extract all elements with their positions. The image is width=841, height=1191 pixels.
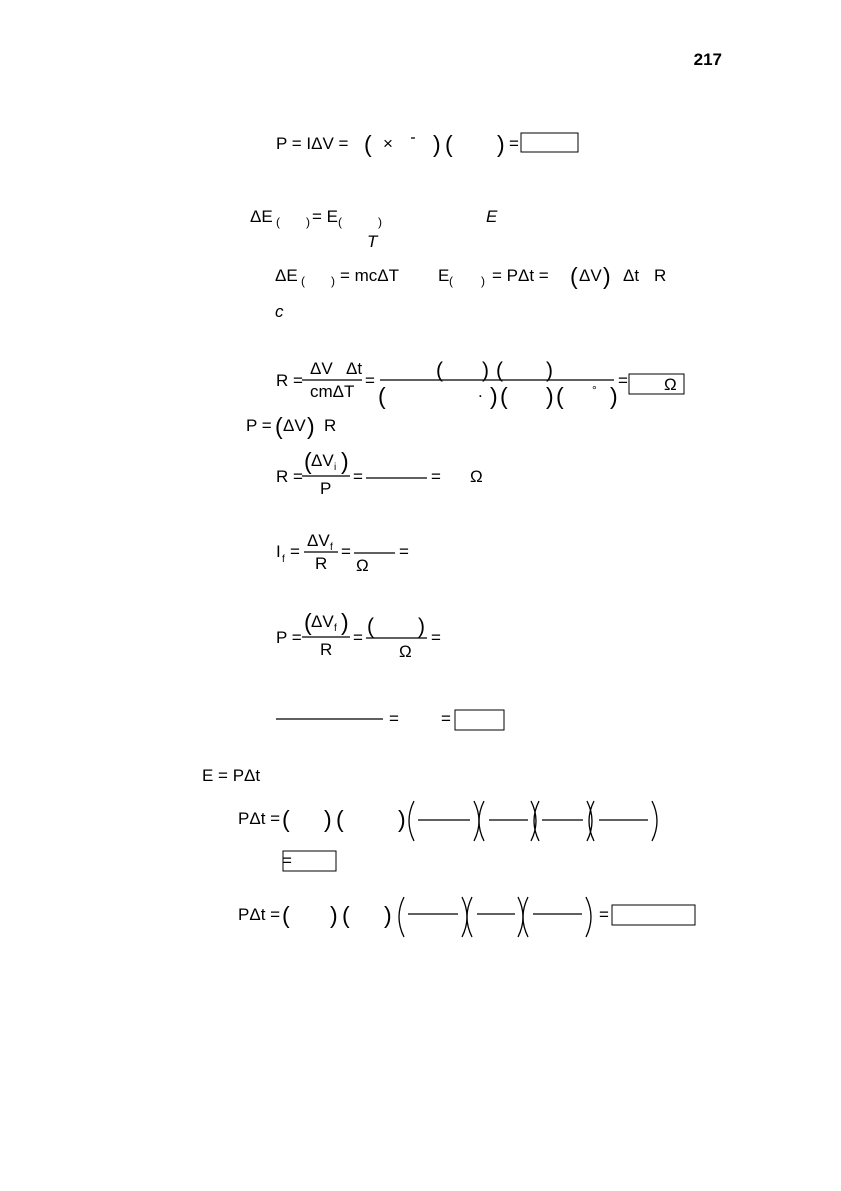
eq8-num-paren-open: (: [367, 615, 374, 638]
eq3-e-right: E: [438, 266, 450, 285]
eq2-paren-close-1: ): [306, 215, 310, 229]
eq4-equals-2: =: [618, 371, 628, 390]
eq3-paren-close-3: ): [603, 263, 611, 289]
equation-heat-electric: [275, 263, 666, 321]
eq4-degree: °: [592, 383, 597, 397]
eq4-numerator-dv: ΔV: [310, 359, 333, 378]
eq1-answer-box: [521, 133, 578, 152]
eq7-omega: Ω: [356, 556, 369, 575]
eq4-den-paren-4: ): [546, 383, 554, 409]
eq7-lhs-sub: f: [282, 554, 285, 565]
eq8-paren-open: (: [304, 609, 312, 635]
eq2-paren-open-2: (: [338, 215, 342, 229]
eq1-times: ×: [383, 134, 393, 153]
eq3-paren-open-1: (: [301, 274, 305, 288]
eq11-factor1-open: [409, 801, 414, 841]
eq11-factor1-close: [474, 801, 479, 841]
equation-power-final: [276, 609, 441, 661]
eq11-paren-3: (: [336, 806, 344, 832]
equation-current-final: [276, 531, 409, 575]
eq1-paren-open-1: (: [364, 131, 372, 157]
eq6-denominator: P: [320, 479, 332, 498]
eq4-den-paren-6: ): [610, 383, 618, 409]
eq9-equals-2: =: [441, 709, 451, 728]
eq4-num-paren-3: (: [496, 359, 503, 382]
eq5-r: R: [324, 416, 337, 435]
eq12-paren-1: (: [282, 902, 290, 928]
eq1-paren-open-2: (: [445, 131, 453, 157]
equation-energy-balance: [250, 207, 498, 251]
equation-energy-conversion-1: [238, 801, 657, 871]
eq10-text: E = PΔt: [202, 766, 261, 785]
eq3-delta-v: ΔV: [579, 266, 602, 285]
eq7-numerator-sub: f: [330, 542, 333, 553]
eq4-numerator-dt: Δt: [346, 359, 363, 378]
eq6-numerator-sub: i: [334, 462, 337, 473]
eq3-r: R: [654, 266, 667, 285]
eq4-den-dot: .: [478, 382, 483, 401]
eq8-denominator: R: [320, 640, 333, 659]
eq7-lhs: I: [276, 542, 281, 561]
eq6-numerator: ΔV: [311, 451, 334, 470]
eq11-factor2-open: [479, 801, 484, 841]
eq4-omega: Ω: [664, 375, 677, 394]
eq6-omega: Ω: [470, 467, 483, 486]
eq3-paren-close-1: ): [331, 274, 335, 288]
eq12-paren-2: ): [330, 902, 338, 928]
eq12-factor2-open: [467, 897, 472, 937]
eq1-paren-close-2: ): [497, 131, 505, 157]
eq12-factor3-close: [586, 897, 591, 937]
eq11-lhs: PΔt =: [238, 809, 281, 828]
eq8-paren-close: ): [341, 609, 349, 635]
eq3-delta-t: Δt: [623, 266, 640, 285]
eq7-equals: =: [290, 542, 300, 561]
eq11-paren-4: ): [398, 806, 406, 832]
eq12-factor1-open: [399, 897, 404, 937]
eq2-delta-e: ΔE: [250, 207, 273, 226]
eq4-den-paren-5: (: [556, 383, 564, 409]
eq1-equals: =: [509, 134, 519, 153]
eq8-num-paren-close: ): [418, 615, 425, 638]
eq3-delta-e: ΔE: [275, 266, 298, 285]
eq4-num-paren-2: ): [482, 359, 489, 382]
eq2-t-italic: T: [367, 232, 378, 251]
eq12-equals: =: [599, 905, 609, 924]
page-number: 217: [693, 50, 722, 69]
eq3-paren-close-2: ): [481, 274, 485, 288]
eq12-factor3-open: [523, 897, 528, 937]
eq12-factor1-close: [462, 897, 467, 937]
eq6-paren-open: (: [304, 448, 312, 474]
eq3-mc-delta-t: = mcΔT: [340, 266, 400, 285]
eq3-paren-open-2: (: [449, 274, 453, 288]
eq6-lhs: R =: [276, 467, 303, 486]
eq1-lhs: P = IΔV =: [276, 134, 349, 153]
eq12-paren-3: (: [342, 902, 350, 928]
eq4-denominator: cmΔT: [310, 382, 355, 401]
eq3-paren-open-3: (: [570, 263, 578, 289]
eq11-factor4-close: [652, 801, 657, 841]
eq9-answer-box: [455, 710, 504, 730]
eq7-denominator: R: [315, 554, 328, 573]
eq2-equals-e: = E: [312, 207, 338, 226]
eq8-numerator-sub: f: [334, 623, 337, 634]
eq4-lhs: R =: [276, 371, 303, 390]
eq4-equals-1: =: [365, 371, 375, 390]
eq4-den-paren-3: (: [500, 383, 508, 409]
equation-energy-conversion-2: [238, 897, 695, 937]
eq12-paren-4: ): [384, 902, 392, 928]
equation-ratio: [276, 709, 504, 730]
equation-resistance-large: [276, 359, 684, 409]
eq7-equals-2: =: [341, 542, 351, 561]
equation-energy: [202, 766, 260, 785]
eq5-paren-open: (: [275, 413, 283, 439]
eq6-equals-2: =: [431, 467, 441, 486]
eq9-equals-1: =: [389, 709, 399, 728]
eq12-factor2-close: [518, 897, 523, 937]
eq12-lhs: PΔt =: [238, 905, 281, 924]
eq8-numerator: ΔV: [311, 612, 334, 631]
eq8-lhs: P =: [276, 628, 302, 647]
equation-power-voltage: [246, 413, 336, 439]
eq2-paren-open-1: (: [276, 215, 280, 229]
eq5-paren-close: ): [307, 413, 315, 439]
eq11-paren-2: ): [324, 806, 332, 832]
eq2-paren-close-2: ): [378, 215, 382, 229]
eq4-num-paren-1: (: [436, 359, 443, 382]
eq4-den-paren-2: ): [490, 383, 498, 409]
eq5-delta-v: ΔV: [283, 416, 306, 435]
eq11-paren-1: (: [282, 806, 290, 832]
equation-resistance-initial: [276, 448, 483, 498]
eq8-equals-2: =: [431, 628, 441, 647]
eq1-paren-close-1: ): [433, 131, 441, 157]
eq3-p-delta-t: = PΔt =: [492, 266, 549, 285]
eq2-e-italic: E: [486, 207, 498, 226]
eq4-num-paren-4: ): [546, 359, 553, 382]
eq5-lhs: P =: [246, 416, 272, 435]
eq4-den-paren-1: (: [378, 383, 386, 409]
eq7-equals-3: =: [399, 542, 409, 561]
eq8-equals-1: =: [353, 628, 363, 647]
eq7-numerator: ΔV: [307, 531, 330, 550]
eq6-paren-close: ): [341, 448, 349, 474]
eq12-answer-box: [612, 905, 695, 925]
equation-power-current: [276, 131, 578, 157]
eq3-c-italic: c: [275, 302, 284, 321]
eq11-equals: =: [282, 851, 292, 870]
eq8-omega: Ω: [399, 642, 412, 661]
eq6-equals-1: =: [353, 467, 363, 486]
